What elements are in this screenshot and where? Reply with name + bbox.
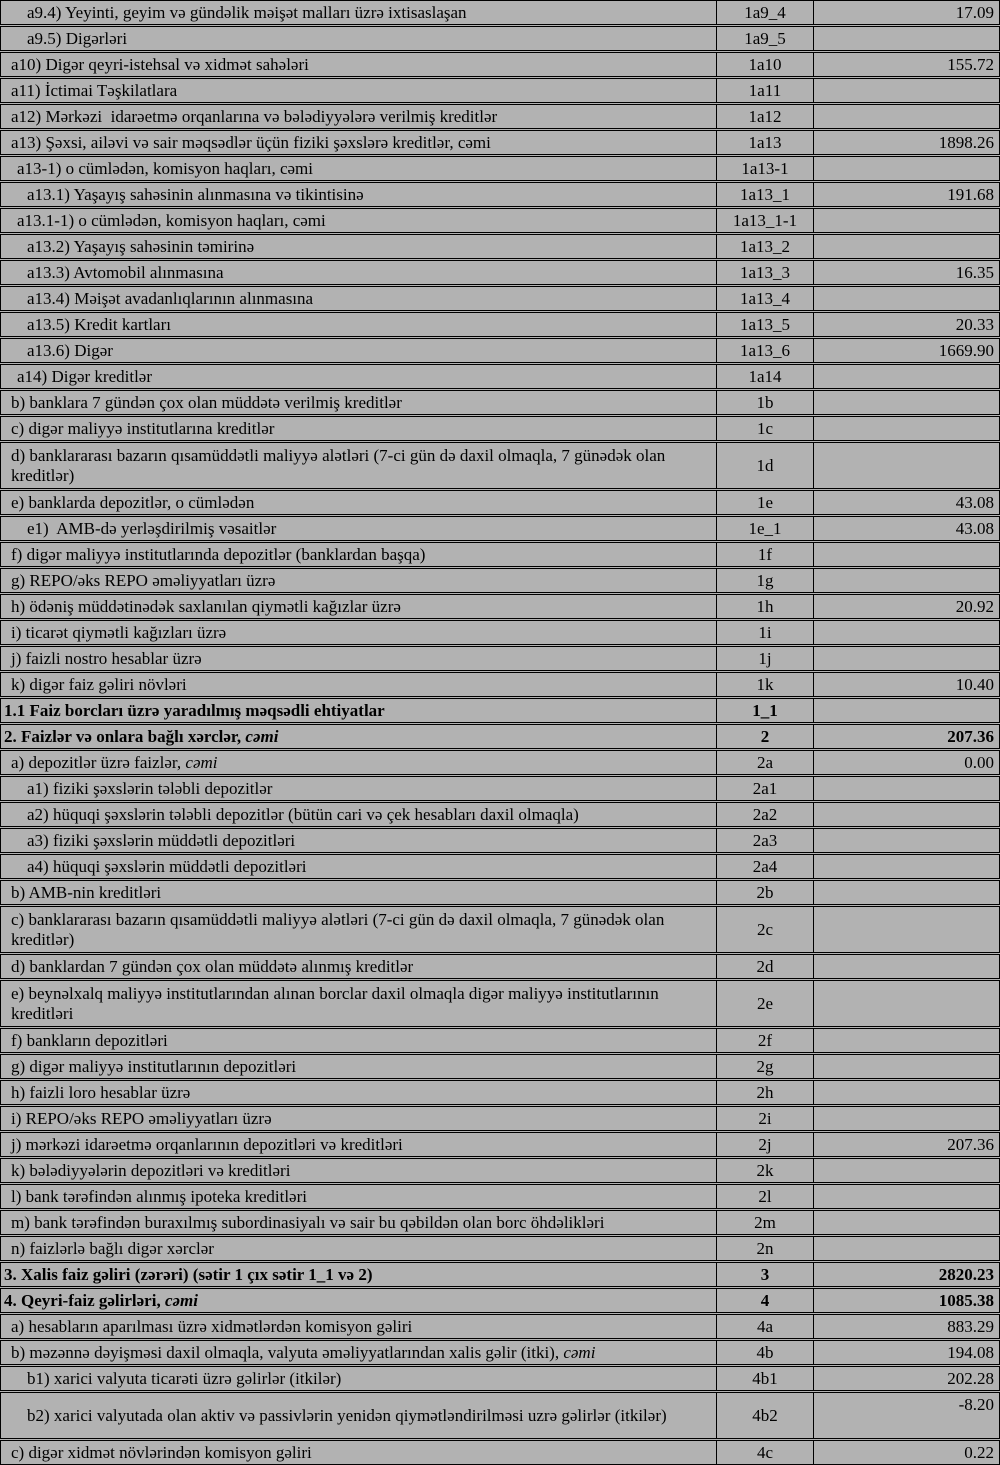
row-label: a2) hüquqi şəxslərin tələbli depozitlər (bütün cari və çek hesabları daxil olmaqla): [27, 804, 579, 824]
row-label: i) ticarət qiymətli kağızları üzrə: [11, 622, 227, 642]
row-label: a) hesabların aparılması üzrə xidmətlərdən komisyon gəliri: [11, 1316, 413, 1336]
row-value: 194.08: [813, 1341, 999, 1364]
row-value: 202.28: [813, 1367, 999, 1390]
row-value: [813, 569, 999, 592]
table-row: [0, 1158, 1000, 1183]
row-label: a13-1) o cümlədən, komisyon haqları, cəmi: [17, 158, 313, 178]
row-value: [813, 647, 999, 670]
row-value: 191.68: [813, 183, 999, 206]
table-row: [0, 1132, 1000, 1157]
row-label: i) REPO/əks REPO əməliyyatları üzrə: [11, 1108, 272, 1128]
row-code: 1a13_6: [716, 339, 813, 362]
row-label: a13.3) Avtomobil alınmasına: [27, 262, 224, 282]
row-value: [813, 777, 999, 800]
row-label: j) mərkəzi idarəetmə orqanlarının depozitləri və kreditləri: [11, 1134, 403, 1154]
row-value: 207.36: [813, 725, 999, 748]
row-label: f) bankların depozitləri: [11, 1030, 168, 1050]
table-row: [0, 1106, 1000, 1131]
row-value: [813, 157, 999, 180]
row-code: 2b: [716, 881, 813, 904]
row-code: 1a13_2: [716, 235, 813, 258]
row-value: [813, 105, 999, 128]
row-label: a13.5) Kredit kartları: [27, 314, 171, 334]
row-label: a13.4) Məişət avadanlıqlarının alınmasına: [27, 288, 314, 308]
row-value: [813, 235, 999, 258]
row-label: k) bələdiyyələrin depozitləri və kreditləri: [11, 1160, 291, 1180]
row-label: a13.1-1) o cümlədən, komisyon haqları, cəmi: [17, 210, 326, 230]
row-value: [813, 881, 999, 904]
row-code: 2a1: [716, 777, 813, 800]
row-label: h) ödəniş müddətinədək saxlanılan qiymətli kağızlar üzrə: [11, 596, 401, 616]
row-label: b) AMB-nin kreditləri: [11, 882, 162, 902]
table-row: [0, 1262, 1000, 1287]
table-row: [0, 0, 1000, 25]
row-value: [813, 803, 999, 826]
row-code: 2j: [716, 1133, 813, 1156]
row-label: a) depozitlər üzrə faizlər, cəmi: [11, 752, 218, 772]
table-row: [0, 980, 1000, 1027]
row-value: 43.08: [813, 517, 999, 540]
table-row: [0, 130, 1000, 155]
table-row: [0, 954, 1000, 979]
row-code: 2l: [716, 1185, 813, 1208]
row-label: a3) fiziki şəxslərin müddətli depozitləri: [27, 830, 296, 850]
table-row: [0, 1340, 1000, 1365]
row-label: m) bank tərəfindən buraxılmış subordinasiyalı və sair bu qəbildən olan borc öhdəlikləri: [11, 1212, 605, 1232]
row-label: c) banklararası bazarın qısamüddətli maliyyə alətləri (7-ci gün də daxil olmaqla, 7 günədək olan kreditlər): [11, 909, 669, 949]
table-row: [0, 1314, 1000, 1339]
row-code: 1h: [716, 595, 813, 618]
table-row: [0, 338, 1000, 363]
table-row: [0, 234, 1000, 259]
table-row: [0, 1440, 1000, 1465]
row-label: l) bank tərəfindən alınmış ipoteka kreditləri: [11, 1186, 307, 1206]
row-value: 0.00: [813, 751, 999, 774]
row-value: 1085.38: [813, 1289, 999, 1312]
row-code: 2f: [716, 1029, 813, 1052]
table-row: [0, 516, 1000, 541]
row-label: e) banklarda depozitlər, o cümlədən: [11, 492, 255, 512]
row-value: [813, 1237, 999, 1260]
table-row: [0, 854, 1000, 879]
row-code: 1a14: [716, 365, 813, 388]
row-label: c) digər xidmət növlərindən komisyon gəliri: [11, 1442, 312, 1462]
row-code: 1a9_5: [716, 27, 813, 50]
row-value: 10.40: [813, 673, 999, 696]
row-value: 1898.26: [813, 131, 999, 154]
table-row: [0, 594, 1000, 619]
row-code: 2n: [716, 1237, 813, 1260]
row-label: j) faizli nostro hesablar üzrə: [11, 648, 202, 668]
table-row: [0, 260, 1000, 285]
row-code: 2i: [716, 1107, 813, 1130]
row-value: 17.09: [813, 1, 999, 24]
row-value: [813, 365, 999, 388]
row-code: 1c: [716, 417, 813, 440]
row-label: b) banklara 7 gündən çox olan müddətə verilmiş kreditlər: [11, 392, 402, 412]
row-value: [813, 621, 999, 644]
row-code: 1a13_3: [716, 261, 813, 284]
row-code: 1d: [716, 443, 813, 488]
row-value: 20.33: [813, 313, 999, 336]
row-code: 3: [716, 1263, 813, 1286]
row-code: 1a13-1: [716, 157, 813, 180]
row-value: [813, 79, 999, 102]
row-code: 4b: [716, 1341, 813, 1364]
table-row: [0, 442, 1000, 489]
row-label: a12) Mərkəzi idarəetmə orqanlarına və bələdiyyələrə verilmiş kreditlər: [11, 106, 498, 126]
row-value: [813, 1029, 999, 1052]
row-label: a13.6) Digər: [27, 340, 113, 360]
table-row: [0, 620, 1000, 645]
row-value: [813, 981, 999, 1026]
table-row: [0, 1210, 1000, 1235]
row-value: [813, 543, 999, 566]
row-label: a11) İctimai Təşkilatlara: [11, 80, 178, 100]
row-code: 2c: [716, 907, 813, 952]
table-row: [0, 156, 1000, 181]
table-row: [0, 542, 1000, 567]
table-row: [0, 364, 1000, 389]
row-label: e1) AMB-də yerləşdirilmiş vəsaitlər: [27, 518, 277, 538]
table-row: [0, 26, 1000, 51]
table-row: [0, 646, 1000, 671]
row-label: b2) xarici valyutada olan aktiv və passivlərin yenidən qiymətləndirilməsi uzrə gəlirlər (itkilər): [27, 1405, 667, 1425]
row-label: a9.4) Yeyinti, geyim və gündəlik məişət malları üzrə ixtisaslaşan: [27, 2, 467, 22]
row-code: 2g: [716, 1055, 813, 1078]
table-row: [0, 906, 1000, 953]
table-row: [0, 1288, 1000, 1313]
row-code: 4b1: [716, 1367, 813, 1390]
row-label: h) faizli loro hesablar üzrə: [11, 1082, 191, 1102]
row-code: 1a13_4: [716, 287, 813, 310]
row-label: a13) Şəxsi, ailəvi və sair məqsədlər üçün fiziki şəxslərə kreditlər, cəmi: [11, 132, 491, 152]
table-row: [0, 750, 1000, 775]
row-value: 1669.90: [813, 339, 999, 362]
row-value: 883.29: [813, 1315, 999, 1338]
row-value: -8.20: [813, 1393, 999, 1438]
table-row: [0, 416, 1000, 441]
row-code: 2h: [716, 1081, 813, 1104]
row-value: [813, 1159, 999, 1182]
row-value: 20.92: [813, 595, 999, 618]
row-code: 1a13_1-1: [716, 209, 813, 232]
row-code: 2: [716, 725, 813, 748]
row-code: 1e: [716, 491, 813, 514]
row-value: 16.35: [813, 261, 999, 284]
row-label: a1) fiziki şəxslərin tələbli depozitlər: [27, 778, 273, 798]
table-row: [0, 776, 1000, 801]
row-value: [813, 1055, 999, 1078]
row-label: d) banklararası bazarın qısamüddətli maliyyə alətləri (7-ci gün də daxil olmaqla, 7 günədək olan kreditlər): [11, 445, 670, 485]
row-value: [813, 1185, 999, 1208]
row-label: d) banklardan 7 gündən çox olan müddətə alınmış kreditlər: [11, 956, 414, 976]
row-code: 4c: [716, 1441, 813, 1464]
row-label: g) digər maliyyə institutlarının depozitləri: [11, 1056, 297, 1076]
row-code: 2m: [716, 1211, 813, 1234]
row-label: b) məzənnə dəyişməsi daxil olmaqla, valyuta əməliyyatlarından xalis gəlir (itki), cəmi: [11, 1342, 596, 1362]
row-value: 207.36: [813, 1133, 999, 1156]
row-value: 43.08: [813, 491, 999, 514]
table-row: [0, 698, 1000, 723]
row-code: 1a13_1: [716, 183, 813, 206]
table-row: [0, 182, 1000, 207]
row-label: a13.1) Yaşayış sahəsinin alınmasına və tikintisinə: [27, 184, 364, 204]
row-code: 1b: [716, 391, 813, 414]
row-value: 155.72: [813, 53, 999, 76]
row-label: a13.2) Yaşayış sahəsinin təmirinə: [27, 236, 255, 256]
row-value: [813, 907, 999, 952]
row-label: a4) hüquqi şəxslərin müddətli depozitləri: [27, 856, 307, 876]
row-code: 4a: [716, 1315, 813, 1338]
row-value: 0.22: [813, 1441, 999, 1464]
row-code: 1a13_5: [716, 313, 813, 336]
row-code: 1_1: [716, 699, 813, 722]
row-code: 4: [716, 1289, 813, 1312]
row-label: 4. Qeyri-faiz gəlirləri, cəmi: [4, 1290, 198, 1310]
row-value: [813, 1107, 999, 1130]
row-label: 2. Faizlər və onlara bağlı xərclər, cəmi: [4, 726, 279, 746]
table-row: [0, 672, 1000, 697]
table-row: [0, 802, 1000, 827]
row-code: 1j: [716, 647, 813, 670]
row-code: 2a4: [716, 855, 813, 878]
table-row: [0, 1054, 1000, 1079]
row-value: [813, 417, 999, 440]
row-code: 1a11: [716, 79, 813, 102]
row-label: f) digər maliyyə institutlarında depozitlər (banklardan başqa): [11, 544, 426, 564]
row-code: 1a13: [716, 131, 813, 154]
table-row: [0, 390, 1000, 415]
row-label: e) beynəlxalq maliyyə institutlarından alınan borclar daxil olmaqla digər maliyyə institutlarının kreditləri: [11, 983, 663, 1023]
row-label: b1) xarici valyuta ticarəti üzrə gəlirlər (itkilər): [27, 1368, 342, 1388]
table-row: [0, 78, 1000, 103]
table-row: [0, 724, 1000, 749]
row-value: [813, 1081, 999, 1104]
table-row: [0, 1392, 1000, 1439]
row-label: a9.5) Digərləri: [27, 28, 128, 48]
row-code: 2a: [716, 751, 813, 774]
row-code: 2k: [716, 1159, 813, 1182]
row-value: [813, 27, 999, 50]
row-label: g) REPO/əks REPO əməliyyatları üzrə: [11, 570, 276, 590]
row-value: [813, 855, 999, 878]
row-code: 1i: [716, 621, 813, 644]
table-row: [0, 1236, 1000, 1261]
row-label: 3. Xalis faiz gəliri (zərəri) (sətir 1 çıx sətir 1_1 və 2): [4, 1264, 373, 1284]
table-row: [0, 208, 1000, 233]
table-row: [0, 568, 1000, 593]
row-label: 1.1 Faiz borcları üzrə yaradılmış məqsədli ehtiyatlar: [4, 700, 385, 720]
row-code: 1a12: [716, 105, 813, 128]
row-code: 2a3: [716, 829, 813, 852]
row-code: 4b2: [716, 1393, 813, 1438]
row-label: a10) Digər qeyri-istehsal və xidmət sahələri: [11, 54, 309, 74]
row-code: 2a2: [716, 803, 813, 826]
table-row: [0, 104, 1000, 129]
row-value: [813, 955, 999, 978]
table-row: [0, 1080, 1000, 1105]
table-row: [0, 490, 1000, 515]
row-code: 1a9_4: [716, 1, 813, 24]
row-value: [813, 391, 999, 414]
row-code: 2e: [716, 981, 813, 1026]
row-code: 2d: [716, 955, 813, 978]
row-code: 1k: [716, 673, 813, 696]
table-row: [0, 52, 1000, 77]
table-row: [0, 286, 1000, 311]
row-value: [813, 699, 999, 722]
row-value: [813, 443, 999, 488]
row-value: [813, 209, 999, 232]
table-row: [0, 312, 1000, 337]
row-value: [813, 829, 999, 852]
row-code: 1a10: [716, 53, 813, 76]
row-label: k) digər faiz gəliri növləri: [11, 674, 187, 694]
row-value: 2820.23: [813, 1263, 999, 1286]
row-label: c) digər maliyyə institutlarına kreditlər: [11, 418, 275, 438]
table-row: [0, 1366, 1000, 1391]
row-code: 1e_1: [716, 517, 813, 540]
row-label: a14) Digər kreditlər: [17, 366, 152, 386]
table-row: [0, 1184, 1000, 1209]
row-value: [813, 1211, 999, 1234]
table-row: [0, 880, 1000, 905]
table-row: [0, 828, 1000, 853]
table-row: [0, 1028, 1000, 1053]
row-label: n) faizlərlə bağlı digər xərclər: [11, 1238, 214, 1258]
row-code: 1f: [716, 543, 813, 566]
row-code: 1g: [716, 569, 813, 592]
row-value: [813, 287, 999, 310]
